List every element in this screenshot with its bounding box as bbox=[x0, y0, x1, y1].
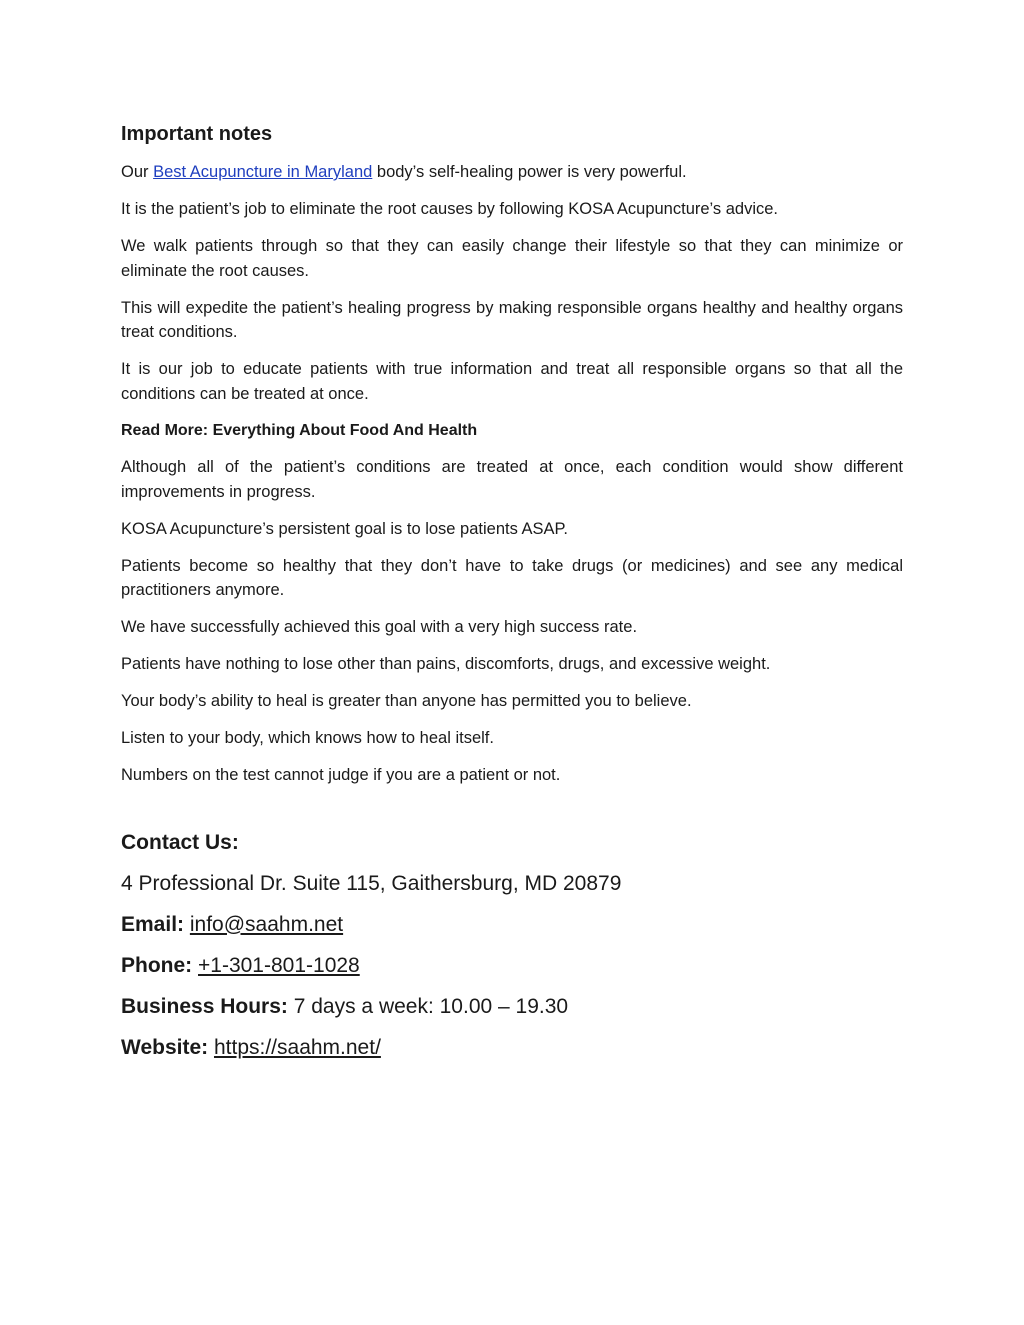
contact-address: 4 Professional Dr. Suite 115, Gaithersburg, MD 20879 bbox=[121, 871, 622, 895]
paragraph-goal: KOSA Acupuncture’s persistent goal is to lose patients ASAP. bbox=[121, 519, 568, 538]
paragraph-ability-to-heal: Your body’s ability to heal is greater than anyone has permitted you to believe. bbox=[121, 692, 692, 710]
paragraph-healing-progress: This will expedite the patient’s healing progress by making responsible organs healthy and healthy organs treat conditions. bbox=[121, 298, 903, 341]
hours-label: Business Hours: bbox=[121, 994, 288, 1018]
contact-section bbox=[121, 828, 903, 1063]
read-more-label: Read More: Everything About Food And Health bbox=[121, 421, 478, 439]
intro-paragraph bbox=[121, 160, 903, 185]
email-label: Email: bbox=[121, 912, 185, 936]
paragraph-root-causes: It is the patient’s job to eliminate the root causes by following KOSA Acupuncture’s advice. bbox=[121, 200, 779, 218]
important-notes-heading: Important notes bbox=[121, 123, 273, 145]
paragraph-nothing-to-lose: Patients have nothing to lose other than pains, discomforts, drugs, and excessive weight. bbox=[121, 655, 771, 673]
contact-hours bbox=[121, 992, 903, 1022]
contact-website bbox=[121, 1033, 903, 1063]
contact-phone bbox=[121, 951, 903, 981]
paragraph-numbers-test: Numbers on the test cannot judge if you are a patient or not. bbox=[121, 766, 561, 784]
paragraph-improvements: Although all of the patient’s conditions are treated at once, each condition would show different improvements in progress. bbox=[121, 458, 903, 501]
paragraph-listen-body: Listen to your body, which knows how to heal itself. bbox=[121, 729, 494, 747]
paragraph-lifestyle: We walk patients through so that they can easily change their lifestyle so that they can minimize or eliminate the root causes. bbox=[121, 237, 903, 280]
phone-label: Phone: bbox=[121, 953, 193, 977]
best-acupuncture-link[interactable]: Best Acupuncture in Maryland bbox=[153, 163, 373, 181]
document-page bbox=[121, 118, 903, 1074]
website-link[interactable]: https://saahm.net/ bbox=[213, 1035, 381, 1059]
intro-prefix: Our bbox=[121, 163, 154, 181]
phone-link[interactable]: +1-301-801-1028 bbox=[198, 953, 360, 977]
paragraph-drugs: Patients become so healthy that they don’t have to take drugs (or medicines) and see any medical practitioners anymore. bbox=[121, 556, 903, 599]
paragraph-success-rate: We have successfully achieved this goal with a very high success rate. bbox=[121, 618, 638, 636]
contact-email bbox=[121, 910, 903, 940]
contact-heading: Contact Us: bbox=[121, 830, 239, 854]
email-link[interactable]: info@saahm.net bbox=[189, 912, 344, 936]
website-label: Website: bbox=[121, 1035, 209, 1059]
intro-suffix: body’s self-healing power is very powerful. bbox=[372, 163, 687, 181]
paragraph-educate: It is our job to educate patients with true information and treat all responsible organs so that all the conditions can be treated at once. bbox=[121, 360, 903, 403]
hours-value: 7 days a week: 10.00 – 19.30 bbox=[293, 994, 569, 1018]
